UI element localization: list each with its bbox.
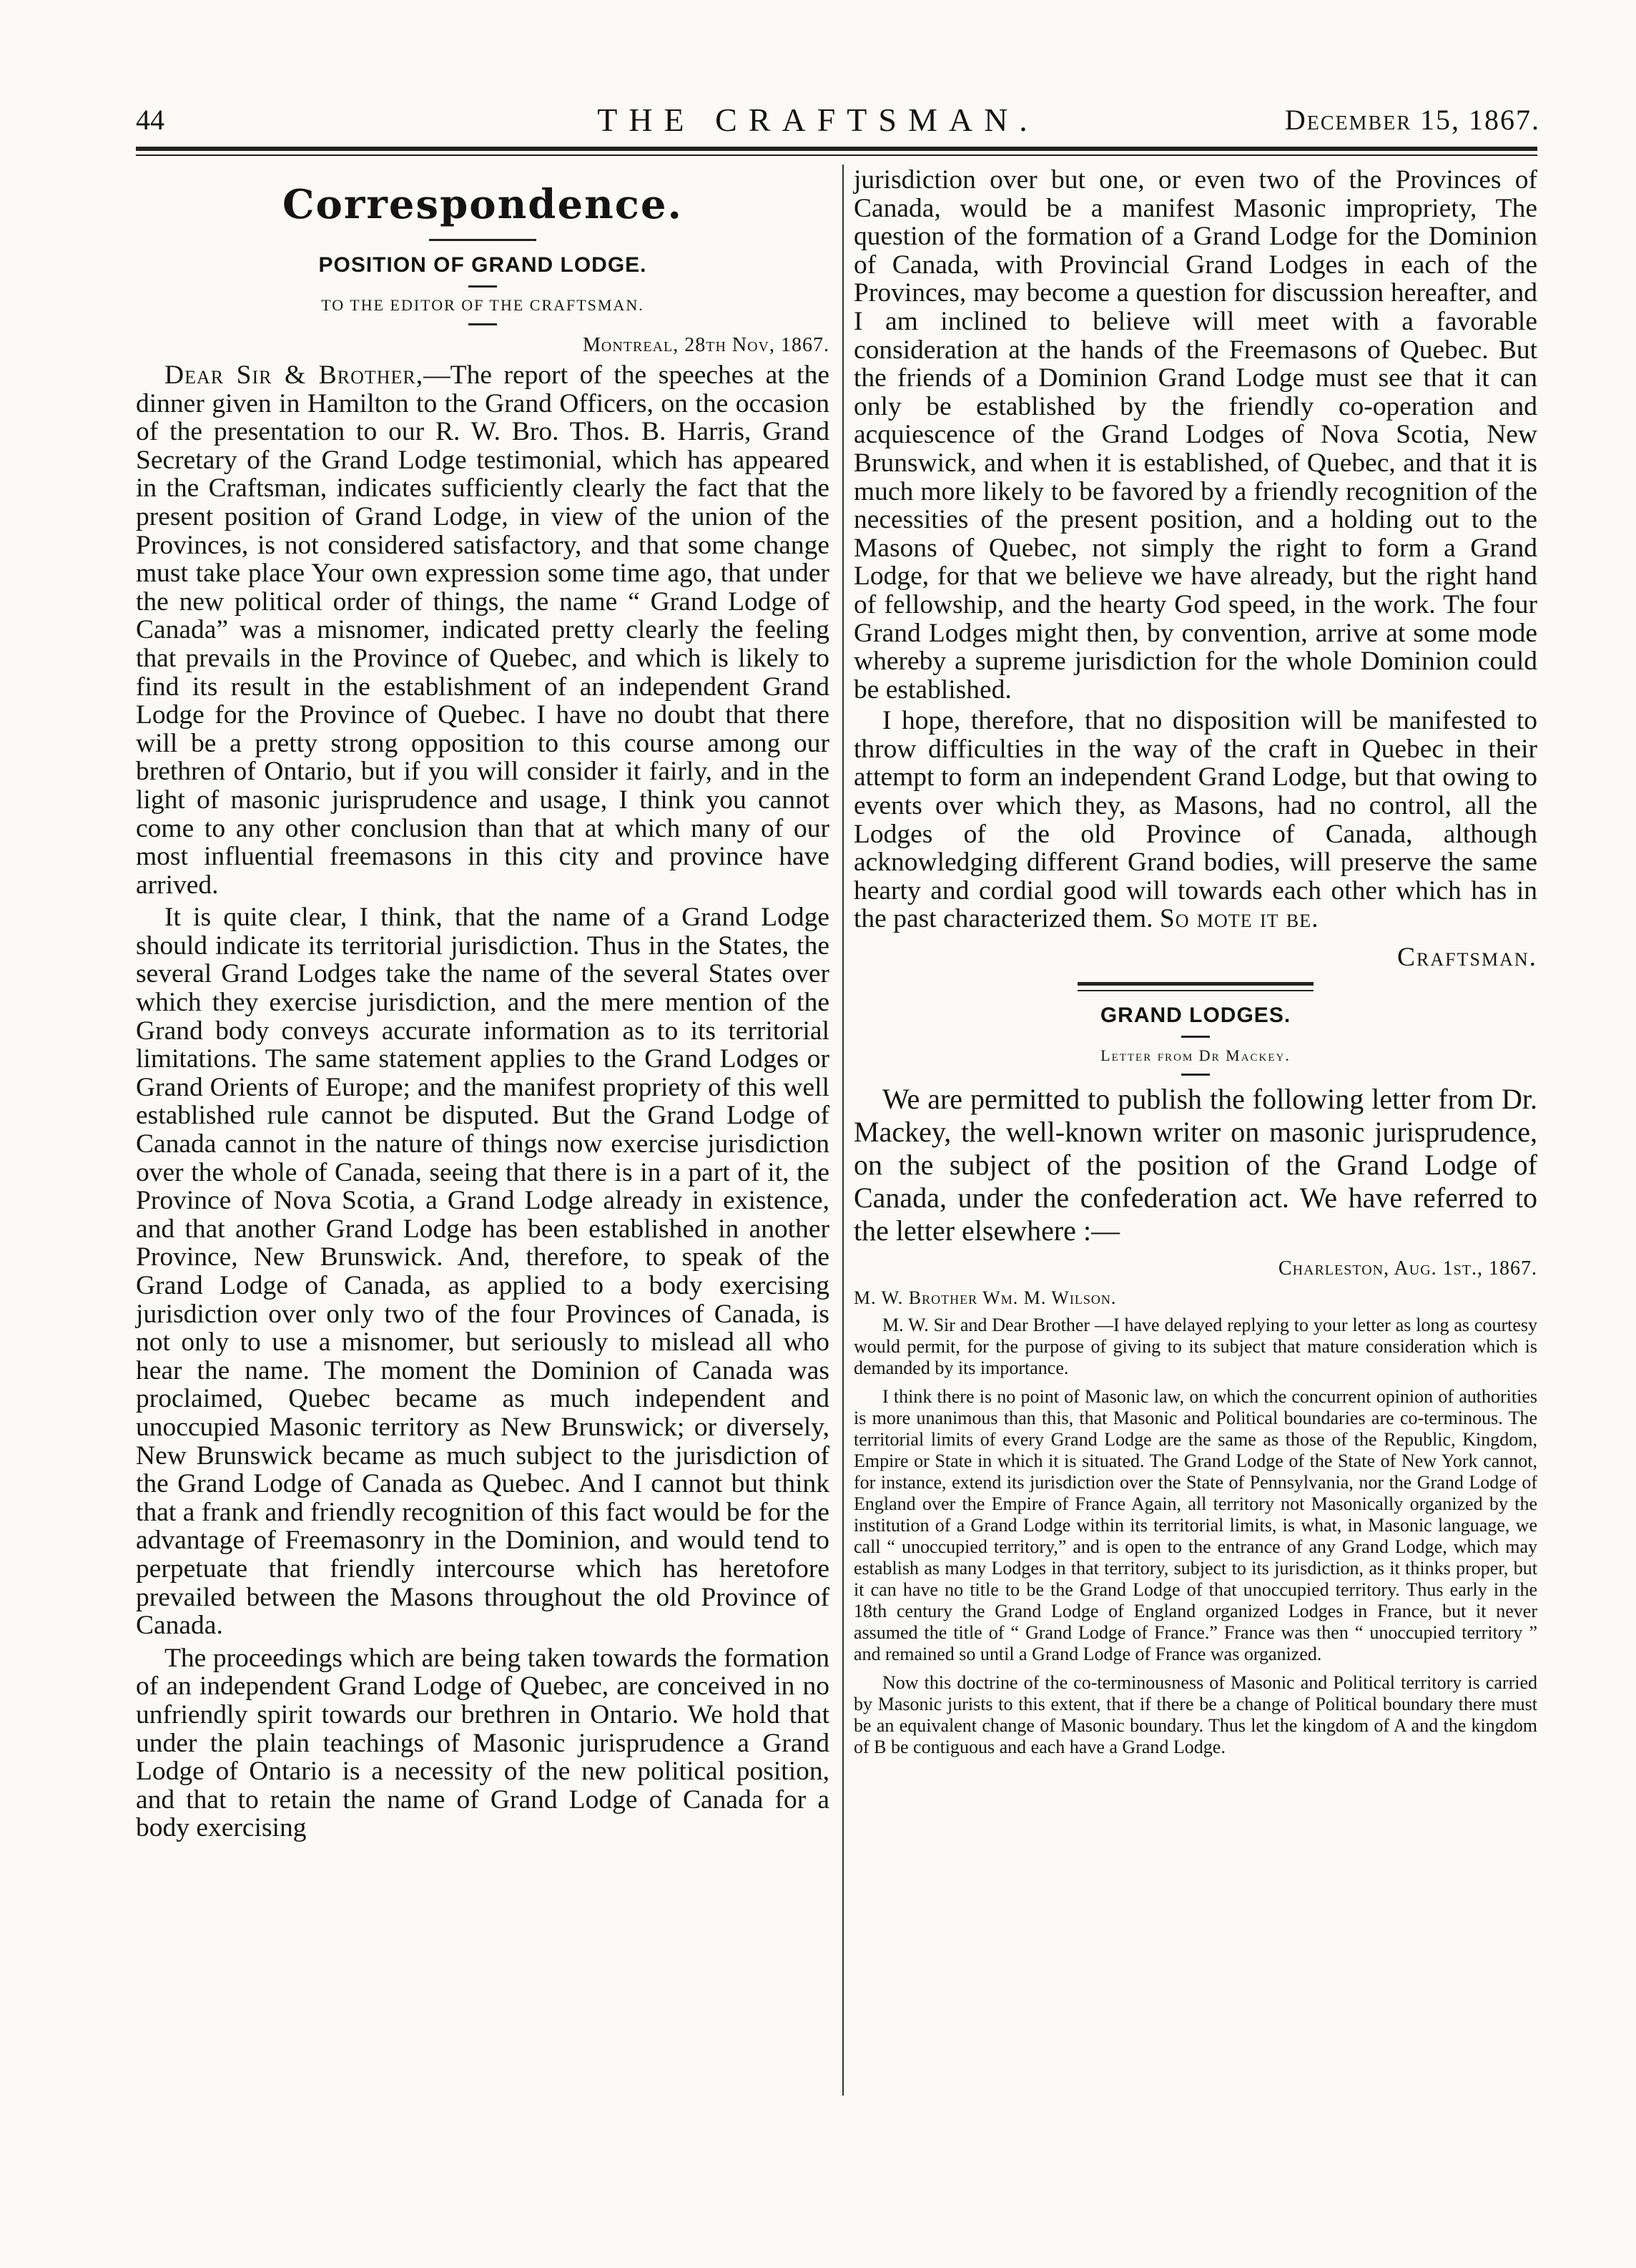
page-number: 44 [136,104,164,136]
section-rule [429,239,536,241]
subtitle-rule [1181,1074,1210,1076]
article-subtitle: Letter from Dr Mackey. [1100,1046,1291,1064]
to-editor-line: TO THE EDITOR OF THE CRAFTSMAN. [321,296,644,314]
paragraph: It is quite clear, I think, that the name of a Grand Lodge should indicate its territorial jurisdiction. Thus in the States, the several Grand Lodges take the name of the several States over which they exercise jurisdiction, and the mere mention of the Grand body conveys accurate information as to its territorial limitations. The same statement applies to the Grand Lodges or Grand Orients of Europe; and the manifest propriety of this well established rule cannot be disputed. But the Grand Lodge of Canada cannot in the nature of things now exercise jurisdiction over the whole of Canada, seeing that there is in a part of it, the Province of Nova Scotia, a Grand Lodge already in existence, and that another Grand Lodge has been established in another Province, New Brunswick. And, therefore, to speak of the Grand Lodge of Canada, as applied to a body exercising jurisdiction over only two of the four Provinces of Canada, is not only to use a misnomer, but seriously to mislead all who hear the name. The moment the Dominion of Canada was proclaimed, Quebec became as much independent and unoccupied Masonic territory as New Brunswick; or diversely, New Brunswick became as much subject to the jurisdiction of the Grand Lodge of Canada as Quebec. And I cannot but think that a frank and friendly recognition of this fact would be for the advantage of Freemasonry in the Dominion, and would tend to perpetuate that friendly intercourse which has heretofore prevailed between the Masons throughout the old Province of Canada. [136,903,829,1641]
intro-paragraph: We are permitted to publish the following letter from Dr. Mackey, the well-known writer on masonic jurisprudence, on the subject of the position of the Grand Lodge of Canada, under the confederation act. We have referred to the letter elsewhere :— [854,1082,1537,1247]
title-rule [468,285,497,288]
article-title: GRAND LODGES. [1100,1003,1291,1027]
closing-phrase: So mote it be. [1159,904,1319,934]
column-divider [842,165,844,2096]
addressee: M. W. Brother Wm. M. Wilson. [854,1287,1117,1308]
paragraph: jurisdiction over but one, or even two of the Provinces of Canada, would be a manifest Masonic impropriety, The question of the formation of a Grand Lodge for the Dominion of Canada, with Provincial Grand Lodges in each of the Provinces, may become a question for discussion hereafter, and I am inclined to believe will meet with a favorable consideration at the hands of the Freemasons of Quebec. But the friends of a Dominion Grand Lodge must see that it can only be established by the friendly co-operation and acquiescence of the Grand Lodges of Nova Scotia, New Brunswick, and when it is established, of Quebec, and that it is much more likely to be favored by a friendly recognition of the necessities of the present position, and a holding out to the Masons of Quebec, not simply the right to form a Grand Lodge, for that we believe we have already, but the right hand of fellowship, and the hearty God speed, in the work. The four Grand Lodges might then, by convention, arrive at some mode whereby a supreme jurisdiction for the whole Dominion could be established. [854,165,1537,705]
title-rule [1181,1036,1210,1038]
letter-paragraph: I think there is no point of Masonic law, on which the concurrent opinion of authorities is more unanimous than this, that Masonic and Political boundaries are co-terminous. The territorial limits of every Grand Lodge are the same as those of the Republic, Kingdom, Empire or State in which it is situated. The Grand Lodge of the State of New York cannot, for instance, extend its jurisdiction over the State of Pennsylvania, nor the Grand Lodge of England over the Empire of France Again, all territory not Masonically organized by the institution of a Grand Lodge within its territorial limits, is what, in Masonic language, we call “ unoccupied territory,” and is open to the entrance of any Grand Lodge, which may establish as many Lodges in that territory, subject to its jurisdiction, as it thinks proper, but it can have no title to be the Grand Lodge of that unoccupied territory. Thus early in the 18th century the Grand Lodge of England organized Lodges in France, but it never assumed the title of “ Grand Lodge of France.” France was then “ unoccupied territory ” and remained so until a Grand Lodge of France was organized. [854,1385,1537,1664]
right-column [854,166,1537,1758]
paragraph [854,707,1537,933]
issue-date: December 15, 1867. [1284,104,1540,136]
letter-dateline: Charleston, Aug. 1st., 1867. [1278,1257,1537,1280]
letter-dateline: Montreal, 28th Nov, 1867. [583,334,829,356]
paragraph-text: I hope, therefore, that no disposition will be manifested to throw difficulties in the way of the craft in Quebec in their attempt to form an independent Grand Lodge, but that owing to events over which they, as Masons, had no control, all the Lodges of the old Province of Canada, although acknowledging different Grand bodies, will preserve the same hearty and cordial good will towards each other which has in the past characterized them. [854,706,1537,934]
left-column [136,166,829,1842]
paragraph: The proceedings which are being taken towards the formation of an independent Grand Lodge of Quebec, are conceived in no unfriendly spirit towards our brethren in Ontario. We hold that under the plain teachings of Masonic jurisprudence a Grand Lodge of Ontario is a necessity of the new political position, and that to retain the name of Grand Lodge of Canada for a body exercising [136,1643,829,1843]
letter-paragraph: Now this doctrine of the co-terminousness of Masonic and Political territory is carried by Masonic jurists to this extent, that if there be a change of Political boundary there must be an equivalent change of Masonic boundary. Thus let the kingdom of A and the kingdom of B be contiguous and each have a Grand Lodge. [854,1671,1537,1757]
article-title: POSITION OF GRAND LODGE. [318,253,647,277]
signature: Craftsman. [1397,943,1537,973]
header-rule-thick [136,147,1537,151]
letter-paragraph: M. W. Sir and Dear Brother —I have delayed replying to your letter as long as courtesy would permit, for the purpose of giving to its subject that mature consideration which is demanded by its importance. [854,1314,1537,1378]
masthead-title: THE CRAFTSMAN. [597,102,1039,138]
paragraph-text: —The report of the speeches at the dinner given in Hamilton to the Grand Officers, on the occasion of the presentation to our R. W. Bro. Thos. B. Harris, Grand Secretary of the Grand Lodge testimonial, which has appeared in the Craftsman, indicates sufficiently clearly the fact that the present position of Grand Lodge, in view of the union of the Provinces, is not considered satisfactory, and that some change must take place Your own expression some time ago, that under the new political order of things, the name “ Grand Lodge of Canada” was a misnomer, indicated pretty clearly the feeling that prevails in the Province of Quebec, and which is likely to find its result in the establishment of an independent Grand Lodge for the Province of Quebec. I have no doubt that there will be a pretty strong opposition to this course among our brethren of Ontario, but if you will consider it fairly, and in the light of masonic jurisprudence and usage, I think you cannot come to any other conclusion than that at which many of our most influential freemasons in this city and province have arrived. [136,360,829,900]
salutation: Dear Sir & Brother, [164,360,424,390]
article-separator-thick [1078,982,1314,986]
paragraph [136,361,829,899]
section-heading: Correspondence. [282,181,684,228]
header-rule-thin [136,154,1537,156]
subtitle-rule [468,323,497,325]
article-separator-thin [1078,990,1314,991]
